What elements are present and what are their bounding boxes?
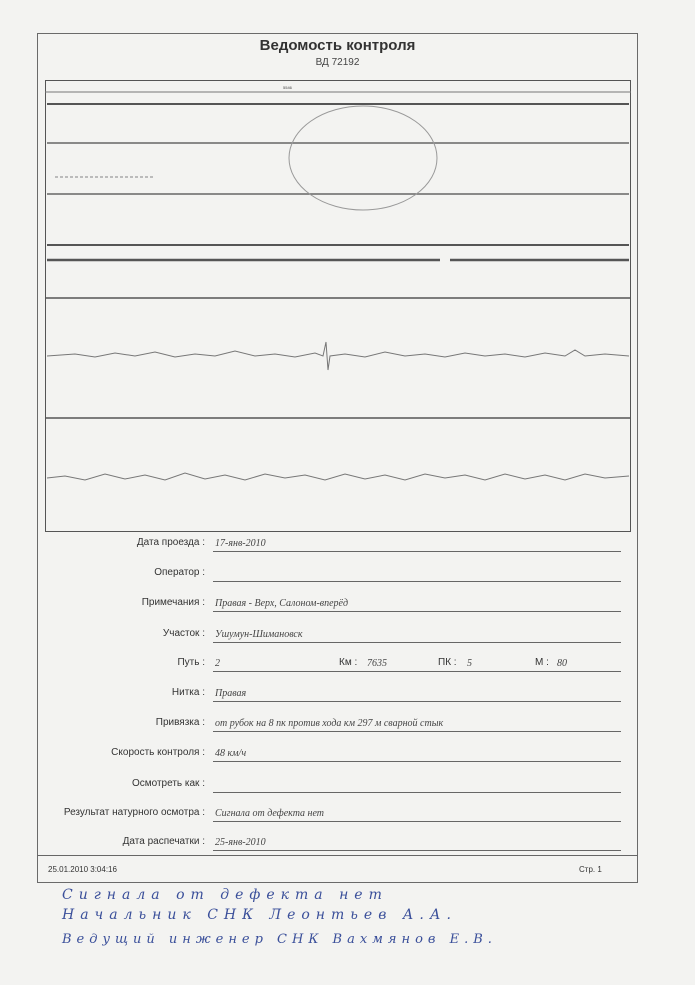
row-date xyxy=(45,537,625,555)
row-notes xyxy=(45,597,625,615)
m-label: М : xyxy=(535,657,549,668)
row-reference xyxy=(45,717,625,735)
result-value: Сигнала от дефекта нет xyxy=(215,808,325,819)
row-section xyxy=(45,628,625,646)
row-result xyxy=(45,807,625,825)
row-inspect xyxy=(45,778,625,796)
pk-value: 5 xyxy=(467,658,472,669)
date-value: 17-янв-2010 xyxy=(215,538,266,549)
reference-label: Привязка : xyxy=(155,717,205,728)
row-speed xyxy=(45,747,625,765)
km-label: Км : xyxy=(339,657,358,668)
handwritten-note-1: Сигнала от дефекта нет xyxy=(62,887,388,903)
notes-underline xyxy=(213,611,621,612)
inspect-label: Осмотреть как : xyxy=(131,778,205,789)
date-label: Дата проезда : xyxy=(136,537,205,548)
operator-underline xyxy=(213,581,621,582)
result-underline xyxy=(213,821,621,822)
track-underline xyxy=(213,671,621,672)
print-date-value: 25-янв-2010 xyxy=(215,837,266,848)
section-underline xyxy=(213,642,621,643)
document-title: Ведомость контроля xyxy=(259,37,416,54)
row-rail xyxy=(45,687,625,705)
section-value: Ушумун-Шимановск xyxy=(215,629,303,640)
scan-record-chart xyxy=(45,80,631,532)
track-value: 2 xyxy=(215,658,220,669)
row-operator xyxy=(45,567,625,585)
track-label: Путь : xyxy=(177,657,205,668)
row-track xyxy=(45,657,625,675)
rail-underline xyxy=(213,701,621,702)
notes-label: Примечания : xyxy=(141,597,205,608)
inspect-underline xyxy=(213,792,621,793)
speed-label: Скорость контроля : xyxy=(111,747,205,758)
m-value: 80 xyxy=(557,658,567,669)
row-print-date xyxy=(45,836,625,854)
footer-datetime: 25.01.2010 3:04:16 xyxy=(48,865,117,874)
print-date-label: Дата распечатки : xyxy=(122,836,205,847)
print-date-underline xyxy=(213,850,621,851)
pk-label: ПК : xyxy=(438,657,457,668)
scan-top-marker: 5546 xyxy=(283,85,292,90)
rail-value: Правая xyxy=(215,688,247,699)
footer-page-number: Стр. 1 xyxy=(579,865,602,874)
notes-value: Правая - Верх, Салоном-вперёд xyxy=(215,598,349,609)
reference-underline xyxy=(213,731,621,732)
operator-label: Оператор : xyxy=(154,567,205,578)
scan-signal-trace-1 xyxy=(47,342,629,370)
date-underline xyxy=(213,551,621,552)
document-number: ВД 72192 xyxy=(315,57,360,68)
handwritten-note-2: Начальник СНК Леонтьев А.А. xyxy=(62,907,457,923)
rail-label: Нитка : xyxy=(171,687,205,698)
km-value: 7635 xyxy=(367,658,387,669)
handwritten-note-3: Ведущий инженер СНК Вахмянов Е.В. xyxy=(62,932,497,947)
speed-underline xyxy=(213,761,621,762)
scan-signal-trace-2 xyxy=(47,473,629,480)
footer-divider xyxy=(37,855,638,856)
result-label: Результат натурного осмотра : xyxy=(63,807,205,818)
speed-value: 48 км/ч xyxy=(215,748,247,759)
section-label: Участок : xyxy=(162,628,205,639)
reference-value: от рубок на 8 пк против хода км 297 м сварной стык xyxy=(215,718,444,729)
